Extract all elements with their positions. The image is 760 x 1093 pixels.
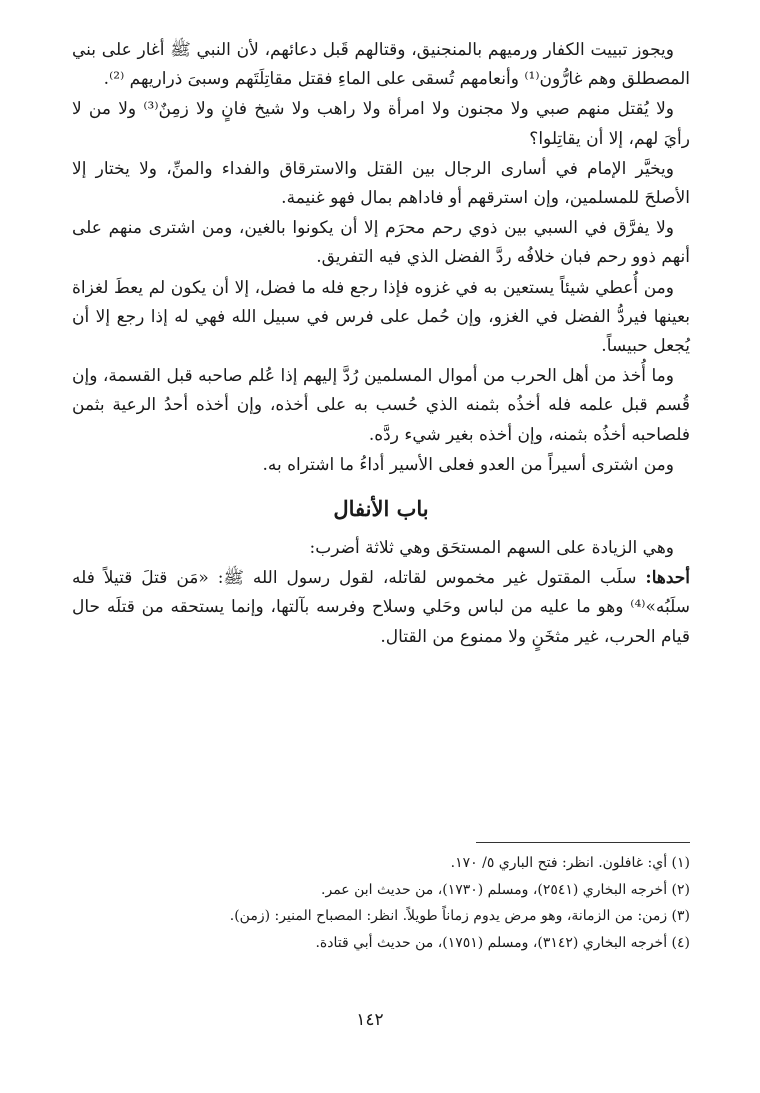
footnote-1: (١) أي: غافلون. انظر: فتح الباري ٥/ ١٧٠.	[450, 855, 690, 871]
paragraph-7: ومن اشترى أسيراً من العدو فعلى الأسير أداءُ ما اشتراه به.	[262, 454, 674, 475]
footnote-4: (٤) أخرجه البخاري (٣١٤٢)، ومسلم (١٧٥١)، من حديث أبي قتادة.	[315, 934, 690, 951]
paragraph-3: ويخيَّر الإمام في أسارى الرجال بين القتل والاسترقاق والفداء والمنِّ، ولا يختار إلا الأصلحَ للمسلمين، وإن استرقهم أو فاداهم بمال فهو غنيمة.	[72, 158, 690, 209]
paragraph-9-lead: أحدها:	[645, 568, 690, 589]
footnotes	[72, 850, 690, 956]
footnote-2: (٢) أخرجه البخاري (٢٥٤١)، ومسلم (١٧٣٠)، من حديث ابن عمر.	[321, 881, 690, 898]
paragraph-9-text: سلَب المقتول غير مخموس لقاتله، لقول رسول الله ﷺ: «مَن قتلَ قتيلاً فله سلَبُه»⁽⁴⁾ وهو ما عليه من لباس وحَلي وسلاح وفرسه بآلتها، وإنما يستحقه من قتلَه حال قيام الحرب، غير مثخَنٍ ولا ممنوع من القتال.	[72, 568, 690, 647]
paragraph-2: ولا يُقتل منهم صبي ولا مجنون ولا امرأة ولا راهب ولا شيخ فانٍ ولا زمِنٌ⁽³⁾ ولا من لا رأيَ لهم، إلا أن يقاتِلوا؟	[72, 99, 690, 149]
main-text	[72, 36, 690, 653]
paragraph-8: وهي الزيادة على السهم المستحَق وهي ثلاثة أضرب:	[309, 538, 674, 559]
paragraph-4: ولا يفرَّق في السبي بين ذوي رحم محرَم إلا أن يكونوا بالغين، ومن اشترى منهم على أنهم ذوو رحم فبان خلافُه ردَّ الفضل الذي فيه التفريق.	[72, 218, 690, 268]
page-number: ١٤٢	[356, 1010, 384, 1030]
paragraph-6: وما أُخذ من أهل الحرب من أموال المسلمين رُدَّ إليهم إذا عُلم صاحبه قبل القسمة، وإن قُسم قبل علمه فله أخذُه بثمنه الذي حُسب به على أخذه، وإن أخذه أحدُ الرعية بثمن فلصاحبه أخذُه بثمنه، وإن أخذه بغير شيء ردَّه.	[72, 366, 690, 445]
paragraph-9	[72, 564, 690, 652]
footnote-separator	[476, 842, 690, 843]
footnote-3: (٣) زمن: من الزمانة، وهو مرض يدوم زماناً طويلاً. انظر: المصباح المنير: (زمن).	[229, 908, 690, 924]
paragraph-1: ويجوز تبييت الكفار ورميهم بالمنجنيق، وقتالهم قَبل دعائهم، لأن النبي ﷺ أغار على بني المصطلق وهم غارُّون⁽¹⁾ وأنعامهم تُسقى على الماءِ فقتل مقاتِلَتَهم وسبىَ ذراريهم ⁽²⁾.	[72, 40, 690, 90]
section-heading: باب الأنفال	[333, 496, 429, 522]
paragraph-5: ومن أُعطي شيئاً يستعين به في غزوه فإذا رجع فله ما فضل، إلا أن يكون لم يعطَ لغزاة بعينها فيردُّ الفضل في الغزو، وإن حُمل على فرس في سبيل الله فهي له إذا رجع إلا أن يُجعل حبيساً.	[72, 277, 690, 357]
